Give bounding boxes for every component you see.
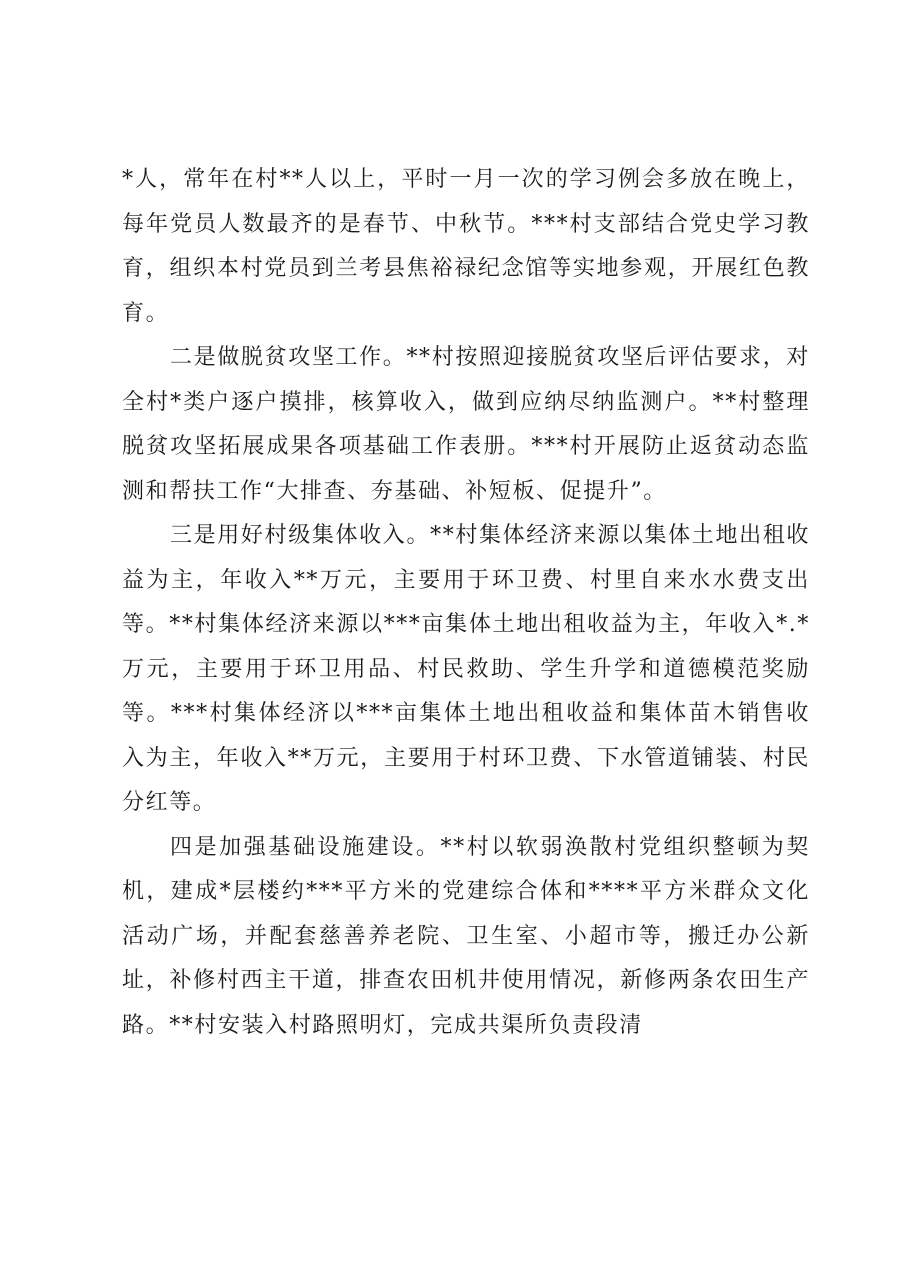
paragraph-continuation: *人，常年在村**人以上，平时一月一次的学习例会多放在晚上，每年党员人数最齐的是春节、中秋节。***村支部结合党史学习教育，组织本村党员到兰考县焦裕禄纪念馆等实地参观，开展红色教育。: [122, 167, 810, 326]
document-body: [122, 158, 810, 1048]
paragraph-collective-income: 三是用好村级集体收入。**村集体经济来源以集体土地出租收益为主，年收入**万元，主要用于环卫费、村里自来水水费支出等。**村集体经济来源以***亩集体土地出租收益为主，年收入*.*万元，主要用于环卫用品、村民救助、学生升学和道德模范奖励等。***村集体经济以***亩集体土地出租收益和集体苗木销售收入为主，年收入**万元，主要用于村环卫费、下水管道铺装、村民分红等。: [122, 523, 810, 815]
paragraph-poverty-alleviation: 二是做脱贫攻坚工作。**村按照迎接脱贫攻坚后评估要求，对全村*类户逐户摸排，核算收入，做到应纳尽纳监测户。**村整理脱贫攻坚拓展成果各项基础工作表册。***村开展防止返贫动态监测和帮扶工作“大排查、夯基础、补短板、促提升”。: [122, 345, 810, 504]
paragraph-infrastructure: 四是加强基础设施建设。**村以软弱涣散村党组织整顿为契机，建成*层楼约***平方米的党建综合体和****平方米群众文化活动广场，并配套慈善养老院、卫生室、小超市等，搬迁办公新址，补修村西主干道，排查农田机井使用情况，新修两条农田生产路。**村安装入村路照明灯，完成共渠所负责段清: [122, 834, 810, 1038]
